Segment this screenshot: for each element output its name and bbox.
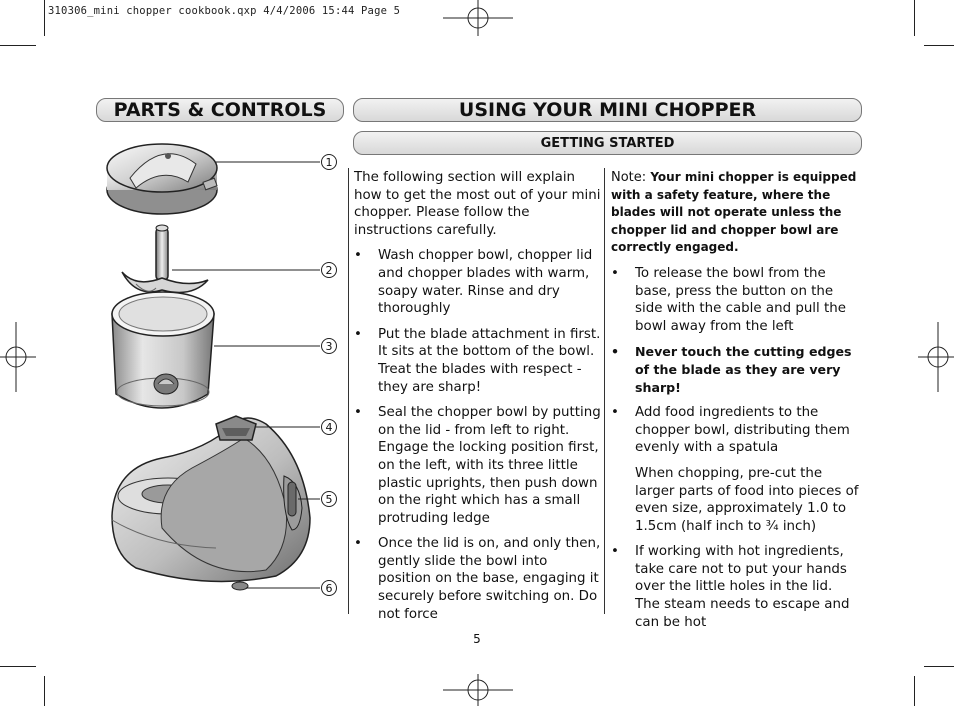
callout-6: [322, 581, 337, 596]
list-item: • Put the blade attachment in first. It sits at the bottom of the bowl. Treat the blades with respect - they are sharp!: [354, 326, 602, 396]
note-label: Note:: [611, 170, 647, 185]
chopper-base-part: [112, 416, 310, 590]
instructions-list-1: [354, 247, 602, 623]
callout-number-2: 2: [325, 264, 333, 277]
instructions-column-2: [611, 169, 861, 639]
instructions-column-1: [354, 169, 602, 631]
list-item: • Wash chopper bowl, chopper lid and chopper blades with warm, soapy water. Rinse and dry thoroughly: [354, 247, 602, 317]
callout-4: [322, 420, 337, 435]
mini-chopper-parts-illustration: [96, 138, 356, 608]
callout-number-4: 4: [325, 421, 333, 434]
safety-note: [611, 169, 861, 257]
list-item-text: • Add food ingredients to the chopper bowl, distributing them evenly with a spatula: [635, 405, 850, 456]
callout-number-1: 1: [325, 156, 333, 169]
registration-mark-top: [443, 0, 513, 36]
callout-3: [322, 339, 337, 354]
getting-started-subheading: GETTING STARTED: [353, 131, 862, 155]
callout-number-3: 3: [325, 340, 333, 353]
list-item: [611, 404, 861, 535]
print-slug-line: 310306_mini chopper cookbook.qxp 4/4/2006 15:44 Page 5: [48, 5, 401, 17]
using-mini-chopper-heading: USING YOUR MINI CHOPPER: [353, 98, 862, 122]
page-number: 5: [473, 632, 481, 646]
chopper-bowl-part: [112, 292, 214, 408]
list-item: • Once the lid is on, and only then, gently slide the bowl into position on the base, engaging it securely before switching on. Do not force: [354, 535, 602, 623]
instructions-list-2: [611, 265, 861, 631]
list-item-subparagraph: When chopping, pre-cut the larger parts of food into pieces of even size, approximately 1.0 to 1.5cm (half inch to ¾ inch): [635, 465, 859, 534]
callout-2: [322, 263, 337, 278]
chopper-lid-part: [107, 144, 217, 214]
callout-number-6: 6: [325, 582, 333, 595]
column-divider-middle: [604, 168, 605, 614]
list-item: • Seal the chopper bowl by putting on the lid - from left to right. Engage the locking position first, on the left, with its three little plastic uprights, then push down on the right which has a small protruding ledge: [354, 404, 602, 527]
parts-controls-heading: PARTS & CONTROLS: [96, 98, 344, 122]
registration-mark-right: [918, 322, 954, 392]
list-item: • To release the bowl from the base, press the button on the side with the cable and pull the bowl away from the left: [611, 265, 861, 335]
list-item: • If working with hot ingredients, take care not to put your hands over the little holes in the lid. The steam needs to escape and can be hot: [611, 543, 861, 631]
callout-number-5: 5: [325, 493, 333, 506]
intro-paragraph: The following section will explain how to get the most out of your mini chopper. Please follow the instructions carefully.: [354, 170, 601, 238]
column-divider-left: [348, 168, 349, 614]
chopper-blades-part: [122, 225, 208, 292]
note-text: Your mini chopper is equipped with a safety feature, where the blades will not operate unless the chopper lid and chopper bowl are correctly engaged.: [611, 170, 857, 255]
callout-5: [322, 492, 337, 507]
callout-1: [322, 155, 337, 170]
blade-warning-item: • Never touch the cutting edges of the blade as they are very sharp!: [611, 343, 861, 396]
registration-mark-left: [0, 322, 36, 392]
registration-mark-bottom: [443, 674, 513, 706]
